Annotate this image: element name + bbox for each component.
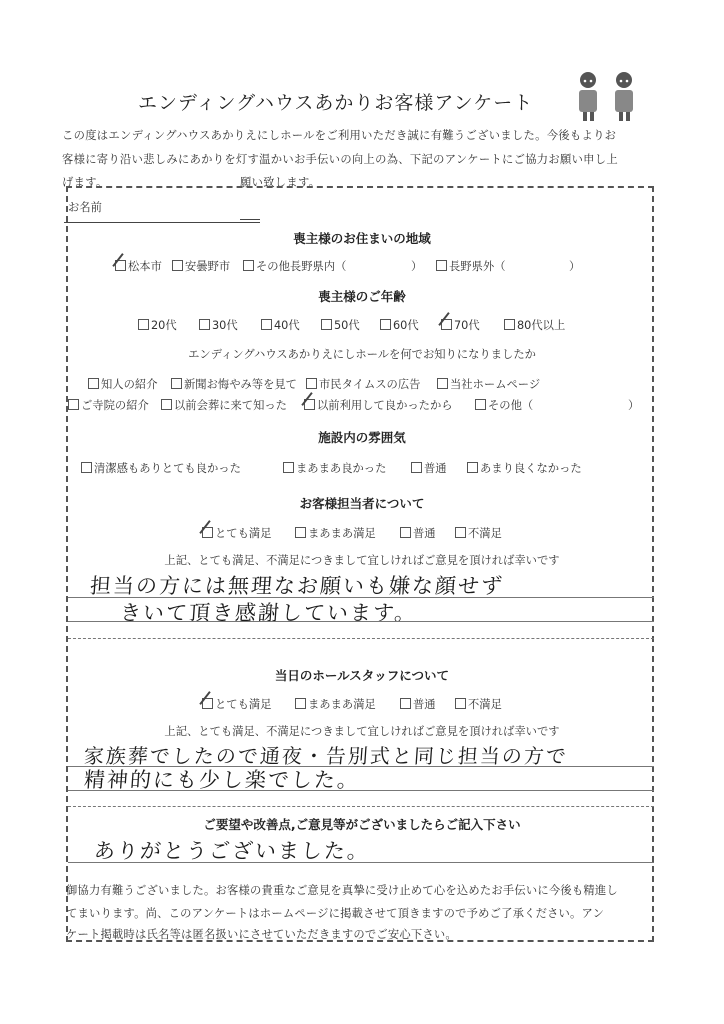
checkbox[interactable] (199, 319, 210, 330)
footer-line-1: 御協力有難うございました。お客様の貴重なご意見を真摯に受け止めて心を込めたお手伝いに今後も精進し (66, 884, 618, 897)
checkbox[interactable] (437, 378, 448, 389)
option-label: ご寺院の紹介 (81, 399, 149, 412)
source-option-temple[interactable] (68, 397, 149, 413)
intro-line-1: この度はエンディングハウスあかりえにしホールをご利用いただき誠に有難うございました。今後もよりお (62, 129, 617, 142)
checkbox[interactable] (380, 319, 391, 330)
checkbox[interactable] (243, 260, 254, 271)
option-label: まあまあ満足 (308, 698, 376, 711)
intro-line-4: 願い致します。 (240, 176, 321, 189)
footer-line-3: ケート掲載時は氏名等は匿名扱いにさせていただきますのでご安心下さい。 (66, 928, 457, 941)
checkbox[interactable] (295, 698, 306, 709)
option-label: 30代 (212, 319, 238, 332)
source-title: エンディングハウスあかりえにしホールを何でお知りになりましたか (188, 348, 536, 361)
checkbox-checked[interactable] (115, 260, 126, 271)
source-option-shimin-times[interactable] (306, 376, 420, 392)
option-label: 普通 (413, 527, 436, 540)
hall-staff-comment-line-1: 家族葬でしたので通夜・告別式と同じ担当の方で (83, 744, 569, 768)
option-label: 普通 (424, 462, 447, 475)
checkbox[interactable] (455, 698, 466, 709)
option-label: 70代 (454, 319, 480, 332)
checkbox[interactable] (88, 378, 99, 389)
footer-line-2: てまいります。尚、このアンケートはホームページに掲載させて頂きますので予めご了承ください。アン (66, 907, 605, 920)
region-close-paren-2: ） (569, 260, 581, 273)
hall-staff-option-unsatisfied[interactable] (455, 696, 502, 712)
option-label: 40代 (274, 319, 300, 332)
staff-title: お客様担当者について (299, 496, 425, 511)
hall-staff-option-normal[interactable] (400, 696, 436, 712)
name-underline (64, 222, 260, 223)
age-option-40s[interactable] (261, 317, 300, 333)
option-label: その他（ (488, 399, 534, 412)
option-label: 長野県外（ (449, 260, 506, 273)
option-label: 80代以上 (517, 319, 566, 332)
comment-rule (68, 621, 654, 622)
option-label: とても満足 (215, 527, 272, 540)
option-label: 清潔感もありとても良かった (94, 462, 241, 475)
region-option-outside-nagano[interactable] (436, 258, 506, 274)
checkbox[interactable] (172, 260, 183, 271)
staff-comment-line-2: きいて頂き感謝しています。 (119, 601, 419, 625)
checkbox[interactable] (467, 462, 478, 473)
checkbox[interactable] (68, 399, 79, 410)
staff-figures-illustration (572, 70, 648, 122)
source-option-other[interactable] (475, 397, 533, 413)
checkbox[interactable] (171, 378, 182, 389)
region-option-other-nagano[interactable] (243, 258, 346, 274)
source-option-newspaper[interactable] (171, 376, 297, 392)
checkbox[interactable] (400, 698, 411, 709)
region-option-matsumoto[interactable] (115, 258, 162, 274)
option-label: 不満足 (468, 527, 502, 540)
hall-staff-title: 当日のホールスタッフについて (274, 668, 450, 683)
option-label: 以前会葬に来て知った (174, 399, 287, 412)
staff-option-unsatisfied[interactable] (455, 525, 502, 541)
staff-option-normal[interactable] (400, 525, 436, 541)
source-close-paren: ） (628, 399, 640, 412)
checkbox[interactable] (400, 527, 411, 538)
comment-rule (68, 862, 654, 863)
name-label: お名前 (68, 201, 102, 214)
hall-staff-option-fairly-satisfied[interactable] (295, 696, 376, 712)
age-option-60s[interactable] (380, 317, 419, 333)
intro-line-3: げます。 (62, 176, 108, 189)
option-label: 50代 (334, 319, 360, 332)
atmosphere-title: 施設内の雰囲気 (318, 430, 406, 445)
option-label: その他長野県内（ (256, 260, 347, 273)
option-label: とても満足 (215, 698, 272, 711)
atmosphere-option-very-good[interactable] (81, 460, 241, 476)
checkbox[interactable] (475, 399, 486, 410)
age-option-50s[interactable] (321, 317, 360, 333)
checkbox-checked[interactable] (202, 527, 213, 538)
atmosphere-option-fairly-good[interactable] (283, 460, 386, 476)
section-divider (68, 638, 654, 639)
staff-prompt: 上記、とても満足、不満足につきまして宜しければご意見を頂ければ幸いです (164, 554, 560, 567)
checkbox[interactable] (455, 527, 466, 538)
age-option-80s-plus[interactable] (504, 317, 565, 333)
comment-rule (68, 790, 654, 791)
hall-staff-option-very-satisfied[interactable] (202, 696, 272, 712)
section-divider (68, 806, 654, 807)
option-label: 不満足 (468, 698, 502, 711)
option-label: 安曇野市 (185, 260, 231, 273)
staff-option-fairly-satisfied[interactable] (295, 525, 376, 541)
age-option-20s[interactable] (138, 317, 177, 333)
hall-staff-prompt: 上記、とても満足、不満足につきまして宜しければご意見を頂ければ幸いです (164, 725, 560, 738)
option-label: 松本市 (128, 260, 162, 273)
source-option-homepage[interactable] (437, 376, 540, 392)
age-option-70s[interactable] (441, 317, 480, 333)
option-label: 知人の紹介 (101, 378, 158, 391)
source-option-acquaintance[interactable] (88, 376, 158, 392)
staff-option-very-satisfied[interactable] (202, 525, 272, 541)
age-title: 喪主様のご年齢 (318, 289, 406, 304)
checkbox[interactable] (436, 260, 447, 271)
intro-line-2: 客様に寄り沿い悲しみにあかりを灯す温かいお手伝いの向上の為、下記のアンケートにご協力お願い申し上 (62, 153, 618, 166)
option-label: まあまあ満足 (308, 527, 376, 540)
option-label: 新聞お悔やみ等を見て (184, 378, 297, 391)
checkbox[interactable] (321, 319, 332, 330)
checkbox-checked[interactable] (304, 399, 315, 410)
option-label: 60代 (393, 319, 419, 332)
source-option-past-funeral[interactable] (161, 397, 287, 413)
region-close-paren-1: ） (411, 260, 423, 273)
hall-staff-comment-line-2: 精神的にも少し楽でした。 (83, 768, 361, 792)
option-label: 20代 (151, 319, 177, 332)
option-label: 普通 (413, 698, 436, 711)
requests-title: ご要望や改善点,ご意見等がございましたらご記入下さい (203, 817, 521, 832)
option-label: 以前利用して良かったから (317, 399, 453, 412)
checkbox[interactable] (306, 378, 317, 389)
checkbox[interactable] (504, 319, 515, 330)
checkbox-checked[interactable] (202, 698, 213, 709)
checkbox[interactable] (138, 319, 149, 330)
region-option-azumino[interactable] (172, 258, 230, 274)
checkbox[interactable] (295, 527, 306, 538)
option-label: 当社ホームページ (450, 378, 541, 391)
page-title: エンディングハウスあかりお客様アンケート (138, 92, 534, 114)
checkbox-checked[interactable] (441, 319, 452, 330)
source-option-used-before[interactable] (304, 397, 453, 413)
option-label: あまり良くなかった (480, 462, 582, 475)
age-option-30s[interactable] (199, 317, 238, 333)
staff-comment-line-1: 担当の方には無理なお願いも嫌な顔せず (89, 574, 505, 598)
atmosphere-option-normal[interactable] (411, 460, 447, 476)
checkbox[interactable] (161, 399, 172, 410)
checkbox[interactable] (261, 319, 272, 330)
checkbox[interactable] (283, 462, 294, 473)
checkbox[interactable] (81, 462, 92, 473)
option-label: まあまあ良かった (296, 462, 387, 475)
name-underline-short (240, 219, 260, 220)
requests-comment: ありがとうございました。 (93, 839, 371, 863)
option-label: 市民タイムスの広告 (319, 378, 421, 391)
region-title: 喪主様のお住まいの地域 (293, 231, 431, 246)
checkbox[interactable] (411, 462, 422, 473)
atmosphere-option-not-good[interactable] (467, 460, 582, 476)
